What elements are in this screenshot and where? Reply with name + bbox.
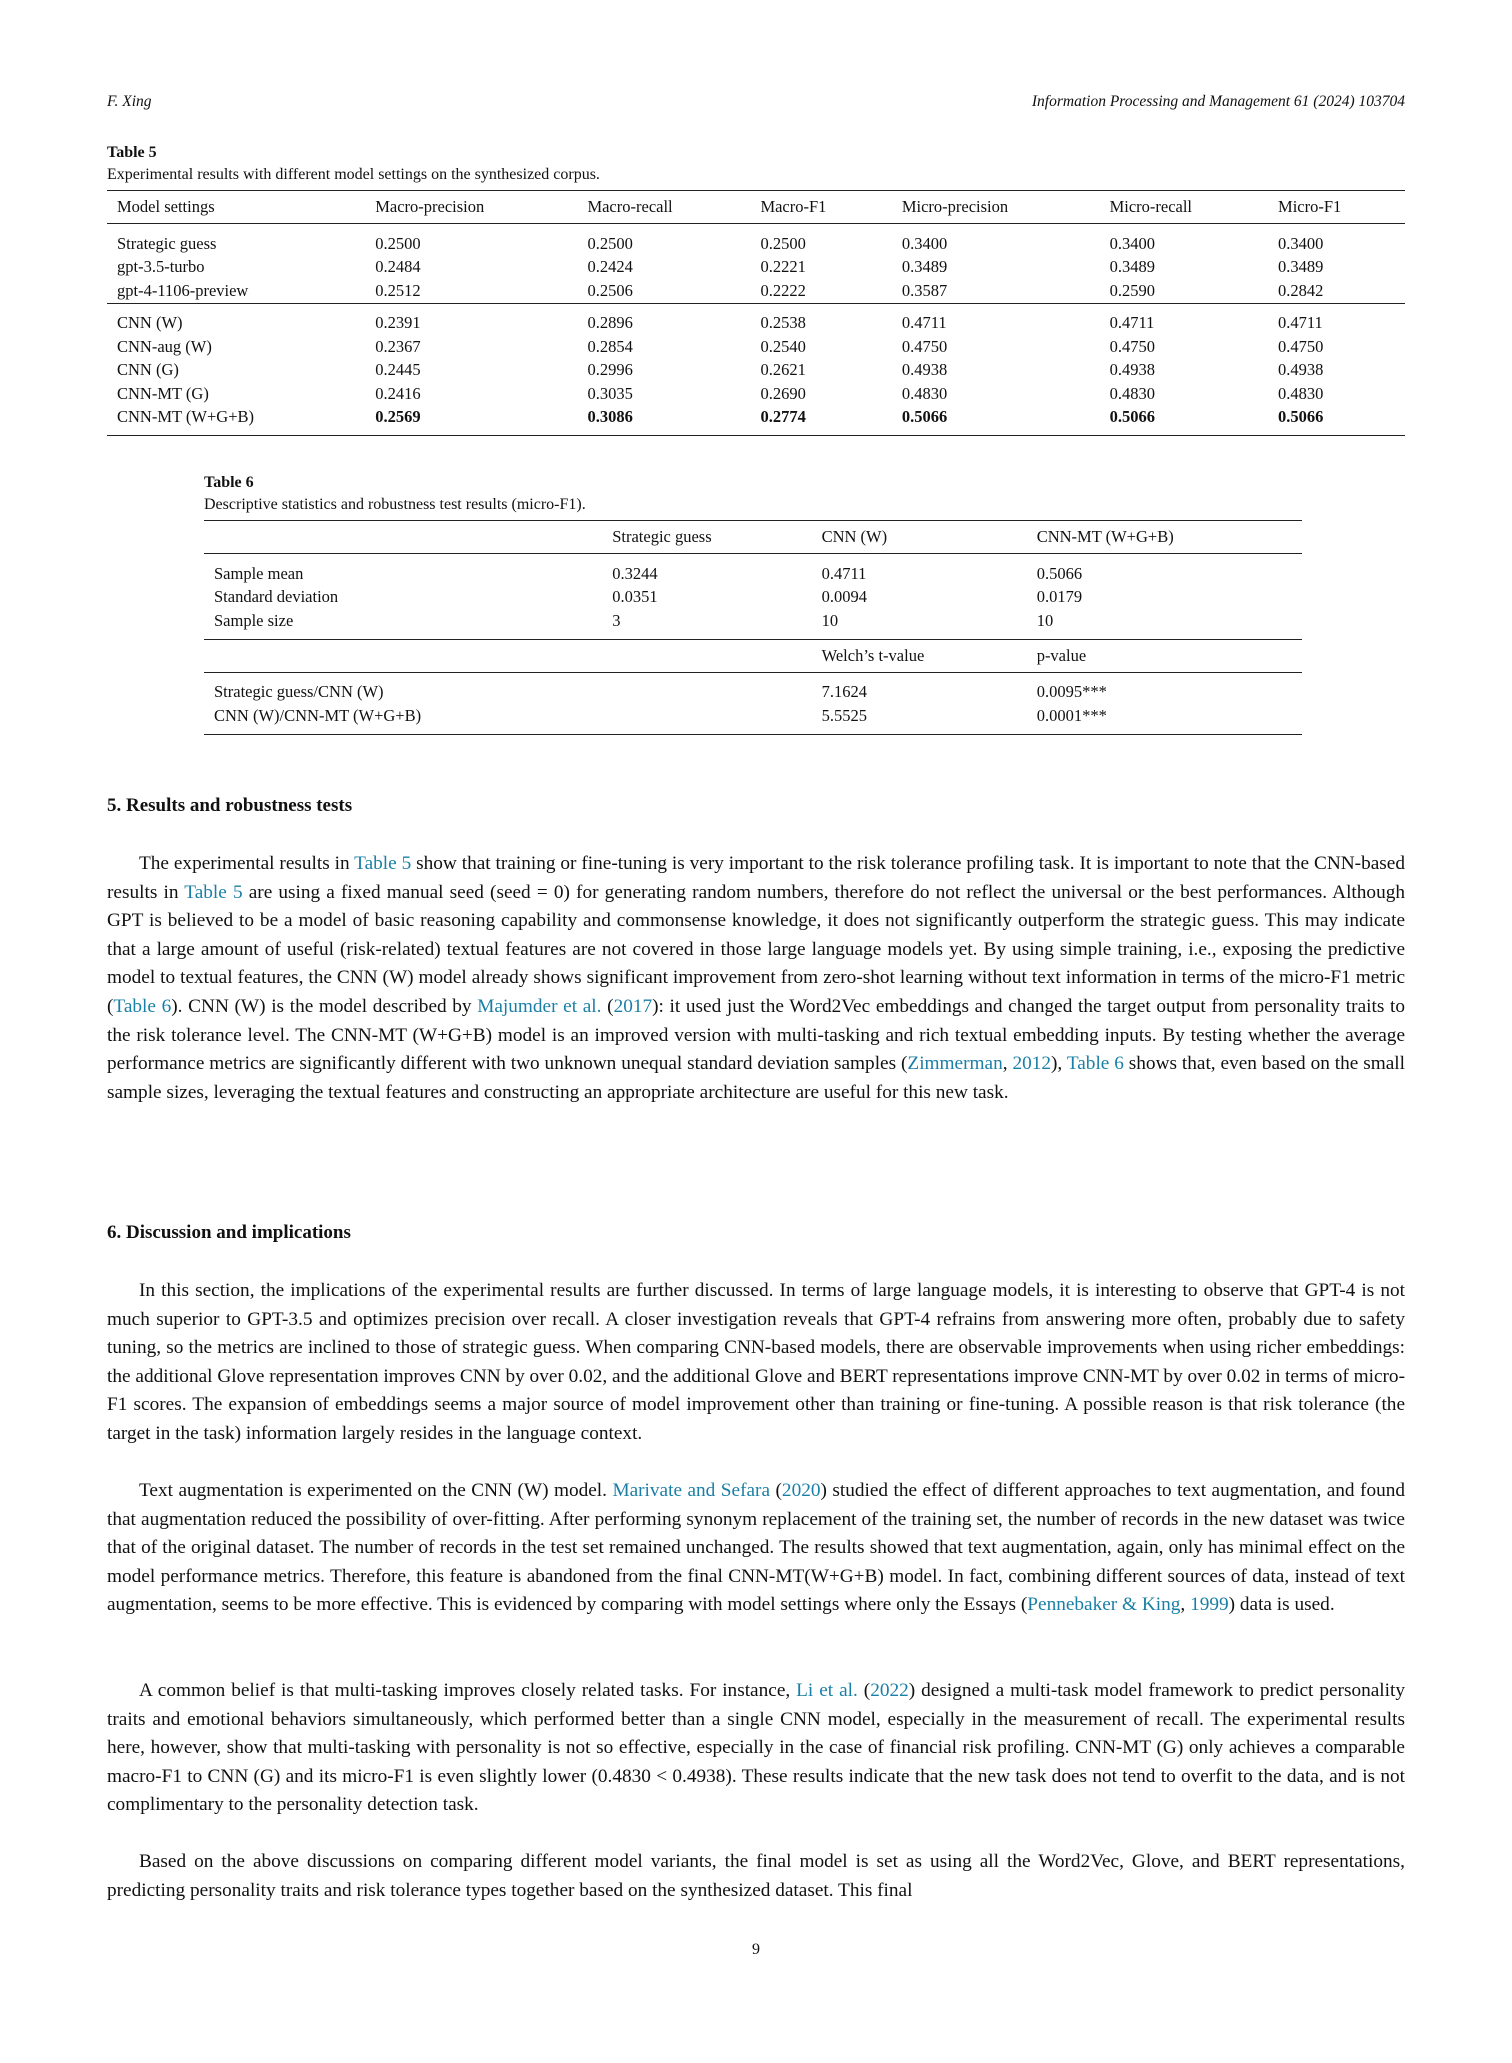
table-cell: 0.2424: [587, 257, 633, 277]
section-5-title: 5. Results and robustness tests: [107, 795, 353, 816]
table-cell: 0.4938: [1109, 360, 1155, 380]
table-5: [107, 142, 1405, 436]
paragraph-text: A common belief is that multi-tasking improves closely related tasks. For instance,: [139, 1680, 797, 1701]
column-header: CNN-MT (W+G+B): [1036, 527, 1174, 546]
header-journal: Information Processing and Management 61 (2024) 103704: [1031, 93, 1405, 110]
table-row: [107, 256, 1405, 280]
table-row: [107, 335, 1405, 359]
table-cell: 0.2222: [760, 280, 806, 300]
section-6-paragraph-4: Based on the above discussions on comparing different model variants, the final model is set as using all the Word2Vec, Glove, and BERT representations, predicting personality traits and risk tolerance types together based on the synthesized dataset. This final: [107, 1851, 1405, 1901]
table-cell: 0.5066: [901, 407, 948, 427]
column-header: Micro-precision: [901, 197, 1009, 216]
table-6-label: Table 6: [204, 474, 254, 491]
table-cell: Sample size: [214, 610, 294, 630]
table-row: [107, 224, 1405, 256]
table-5-caption: [107, 142, 1405, 186]
table-row: [204, 586, 1302, 610]
table-6-test-header: [204, 639, 1302, 672]
section-6-paragraph-2: [107, 1477, 1405, 1620]
section-6-title: 6. Discussion and implications: [107, 1222, 351, 1243]
table-cell: 0.0351: [612, 587, 658, 607]
table-cell: 0.3244: [612, 563, 658, 583]
table-cell: gpt-4-1106-preview: [117, 280, 249, 300]
table-cell: 0.3400: [901, 233, 948, 253]
paragraph-text: ),: [1051, 1053, 1067, 1075]
paragraph-text: are using a fixed manual seed (seed = 0) for generating random numbers, therefore do not reflect the universal or the best performances. Although GPT is believed to be a model of basic reasoning capability and commonsense knowledge, it does not significantly outperform the strategic guess. This may indicate that a large amount of useful (risk-related) textual features are not covered in those large language models yet. By using simple training, i.e., exposing the predictive model to textual features, the CNN (W) model already shows significant improvement from zero-shot learning without text information in terms of the micro-F1 metric (: [107, 881, 1405, 1017]
table-cell: 0.2367: [375, 336, 421, 356]
column-header: CNN (W): [821, 527, 888, 546]
table-5-label: Table 5: [107, 144, 157, 161]
table-5-group-cnn: [107, 303, 1405, 436]
table-cell: 0.2506: [587, 280, 633, 300]
table-cell: CNN (G): [117, 360, 179, 380]
table-cell: 0.5066: [1278, 407, 1324, 427]
table-cell: 5.5525: [821, 705, 867, 725]
paragraph-text: The experimental results in: [139, 853, 355, 874]
paragraph-text: shows that, even based on the small sample sizes, leveraging the textual features and constructing an appropriate architecture are useful for this new task.: [107, 1053, 1405, 1103]
table-cell: 0.0095***: [1036, 682, 1107, 702]
citation-link[interactable]: Table 5: [354, 853, 412, 874]
table-cell: [602, 704, 811, 734]
paragraph-text: ). CNN (W) is the model described by: [171, 995, 478, 1017]
table-cell: Strategic guess/CNN (W): [214, 682, 384, 702]
table-cell: 0.3086: [587, 407, 633, 427]
table-cell: 10: [821, 610, 839, 630]
table-6-caption-text: Descriptive statistics and robustness test results (micro-F1).: [204, 496, 586, 513]
table-cell: 0.4711: [821, 563, 867, 583]
table-row: [107, 359, 1405, 383]
table-cell: Sample mean: [214, 563, 304, 583]
table-5-group-baselines: [107, 224, 1405, 304]
table-5-caption-text: Experimental results with different model settings on the synthesized corpus.: [107, 166, 600, 183]
citation-link[interactable]: Table 6: [1066, 1053, 1124, 1075]
table-cell: 0.0094: [821, 587, 867, 607]
table-cell: 7.1624: [821, 682, 867, 702]
table-cell: 0.2774: [760, 407, 806, 427]
table-cell: 0.5066: [1109, 407, 1155, 427]
table-cell: 0.2996: [587, 360, 633, 380]
citation-link[interactable]: Zimmerman: [907, 1053, 1003, 1075]
column-header: Model settings: [117, 197, 215, 216]
table-cell: 0.4711: [1109, 313, 1155, 333]
table-cell: 0.2842: [1278, 280, 1324, 300]
table-cell: 0.0001***: [1036, 705, 1107, 725]
column-header: Macro-recall: [587, 197, 673, 216]
table-cell: 0.2621: [760, 360, 806, 380]
table-cell: 10: [1036, 610, 1054, 630]
paragraph-text: ,: [1180, 1594, 1191, 1616]
table-row: [204, 672, 1302, 704]
table-cell: 0.0179: [1036, 587, 1083, 607]
table-cell: gpt-3.5-turbo: [117, 257, 205, 277]
paragraph-text: ,: [1002, 1053, 1013, 1075]
table-cell: 0.3587: [901, 280, 948, 300]
table-row: [107, 406, 1405, 436]
table-6-caption: [204, 472, 1302, 516]
table-cell: [204, 639, 602, 672]
table-cell: 0.2391: [375, 313, 421, 333]
section-6-paragraph-1: In this section, the implications of the experimental results are further discussed. In terms of large language models, it is interesting to observe that GPT-4 is not much superior to GPT-3.5 and optimizes precision over recall. A closer investigation reveals that GPT-4 refrains from answering more often, probably due to safety tuning, so the metrics are inclined to those of strategic guess. When comparing CNN-based models, there are observable improvements when using richer embeddings: the additional Glove representation improves CNN by over 0.02, and the additional Glove and BERT representations improve CNN-MT by over 0.02 in terms of micro-F1 scores. The expansion of embeddings seems a major source of model improvement other than training or fine-tuning. A possible reason is that risk tolerance (the target in the task) information largely resides in the language context.: [107, 1280, 1405, 1444]
citation-link[interactable]: Pennebaker & King: [1027, 1594, 1181, 1616]
paragraph-text: ) data is used.: [1228, 1594, 1335, 1616]
table-cell: 0.3400: [1109, 233, 1155, 253]
table-6-stats: [204, 554, 1302, 640]
table-row: [204, 554, 1302, 586]
table-cell: 0.2569: [375, 407, 421, 427]
table-cell: 0.2512: [375, 280, 421, 300]
table-row: [107, 303, 1405, 335]
table-cell: 0.2500: [375, 233, 421, 253]
table-cell: 0.3489: [901, 257, 948, 277]
table-cell: 0.3400: [1278, 233, 1324, 253]
table-cell: 0.4830: [1109, 383, 1155, 403]
header-author: F. Xing: [107, 93, 152, 110]
table-cell: 3: [612, 610, 621, 630]
table-cell: 0.2445: [375, 360, 421, 380]
table-6-header-row: [204, 521, 1302, 554]
table-cell: Strategic guess: [117, 233, 217, 253]
paragraph-text: ) studied the effect of different approaches to text augmentation, and found that augmentation reduced the possibility of over-fitting. After performing synonym replacement of the training set, the number of records in the new dataset was twice that of the original dataset. The number of records in the test set remained unchanged. The results showed that text augmentation, again, only has minimal effect on the model performance metrics. Therefore, this feature is abandoned from the final CNN-MT(W+G+B) model. In fact, combining different sources of data, instead of text augmentation, seems to be more effective. This is evidenced by comparing with model settings where only the Essays (: [107, 1480, 1406, 1616]
table-cell: 0.3489: [1278, 257, 1324, 277]
citation-link[interactable]: 2022: [870, 1680, 909, 1701]
table-cell: 0.4711: [901, 313, 947, 333]
table-5-grid: [107, 190, 1405, 436]
paragraph-text: (: [770, 1480, 782, 1501]
table-cell: CNN (W)/CNN-MT (W+G+B): [214, 705, 422, 725]
column-header: Micro-F1: [1278, 197, 1342, 216]
table-cell: 0.2416: [375, 383, 421, 403]
paragraph-text: show that training or fine-tuning is very important to the risk tolerance profiling task. It is important to note that the CNN-based results in: [107, 853, 1405, 903]
table-cell: 0.4711: [1278, 313, 1323, 333]
table-cell: 0.2500: [587, 233, 633, 253]
table-cell: 0.2540: [760, 336, 806, 356]
table-row: [107, 382, 1405, 406]
table-cell: CNN-aug (W): [117, 336, 212, 356]
citation-link[interactable]: 2012: [1012, 1053, 1052, 1075]
citation-link[interactable]: Table 5: [184, 881, 243, 903]
table-cell: 0.4750: [901, 336, 948, 356]
table-cell: CNN-MT (W+G+B): [117, 407, 255, 427]
table-cell: 0.2221: [760, 257, 806, 277]
column-header: Macro-F1: [760, 197, 827, 216]
table-cell: 0.2854: [587, 336, 633, 356]
table-cell: p-value: [1036, 645, 1087, 665]
citation-link[interactable]: 1999: [1190, 1594, 1229, 1616]
table-cell: [602, 639, 811, 672]
table-cell: 0.4938: [901, 360, 948, 380]
table-cell: 0.4830: [901, 383, 948, 403]
section-5-paragraph: [107, 850, 1405, 1107]
paragraph-text: Text augmentation is experimented on the CNN (W) model.: [139, 1480, 613, 1501]
table-cell: 0.2590: [1109, 280, 1155, 300]
citation-link[interactable]: Majumder et al.: [477, 995, 602, 1017]
table-cell: CNN-MT (G): [117, 383, 209, 403]
column-header: [204, 521, 602, 554]
running-header: [107, 93, 1405, 111]
table-cell: Standard deviation: [214, 587, 339, 607]
table-cell: 0.2500: [760, 233, 806, 253]
table-cell: 0.4830: [1278, 383, 1324, 403]
citation-link[interactable]: 2020: [781, 1480, 821, 1501]
table-6-tests: [204, 672, 1302, 734]
table-cell: 0.2538: [760, 313, 806, 333]
table-6-grid: [204, 520, 1302, 735]
table-row: [204, 609, 1302, 639]
table-cell: CNN (W): [117, 313, 183, 333]
paragraph-text: (: [601, 995, 614, 1017]
table-row: [107, 279, 1405, 303]
citation-link[interactable]: Marivate and Sefara: [612, 1480, 771, 1501]
table-cell: 0.4750: [1278, 336, 1324, 356]
table-cell: Welch’s t-value: [821, 645, 925, 665]
table-cell: 0.3489: [1109, 257, 1155, 277]
citation-link[interactable]: Li et al.: [796, 1680, 858, 1701]
paragraph-text: ): it used just the Word2Vec embeddings and changed the target output from personality traits to the risk tolerance level. The CNN-MT (W+G+B) model is an improved version with multi-tasking and rich textual embedding inputs. By testing whether the average performance metrics are significantly different with two unknown unequal standard deviation samples (: [107, 995, 1405, 1075]
table-row: [204, 704, 1302, 734]
column-header: Macro-precision: [375, 197, 485, 216]
table-6: [204, 472, 1302, 735]
column-header: Micro-recall: [1109, 197, 1193, 216]
column-header: Strategic guess: [612, 527, 712, 546]
table-cell: 0.4938: [1278, 360, 1324, 380]
table-cell: 0.3035: [587, 383, 633, 403]
table-cell: 0.2484: [375, 257, 421, 277]
paragraph-text: (: [857, 1680, 871, 1701]
paragraph-text: ) designed a multi-task model framework to predict personality traits and emotional behaviors simultaneously, which performed better than a single CNN model, especially in the measurement of recall. The experimental results here, however, show that multi-tasking with personality is not so effective, especially in the case of financial risk profiling. CNN-MT (G) only achieves a comparable macro-F1 to CNN (G) and its micro-F1 is even slightly lower (0.4830 < 0.4938). These results indicate that the new task does not tend to overfit to the data, and is not complimentary to the personality detection task.: [107, 1680, 1406, 1816]
table-cell: 0.4750: [1109, 336, 1155, 356]
table-row: [204, 639, 1302, 672]
table-cell: 0.2896: [587, 313, 633, 333]
citation-link[interactable]: 2017: [613, 995, 653, 1017]
table-cell: 0.5066: [1036, 563, 1083, 583]
page-number: 9: [752, 1941, 760, 1958]
table-cell: [602, 672, 811, 704]
section-6-paragraph-3: [107, 1677, 1405, 1820]
citation-link[interactable]: Table 6: [113, 995, 172, 1017]
table-cell: 0.2690: [760, 383, 806, 403]
table-5-header-row: [107, 191, 1405, 224]
